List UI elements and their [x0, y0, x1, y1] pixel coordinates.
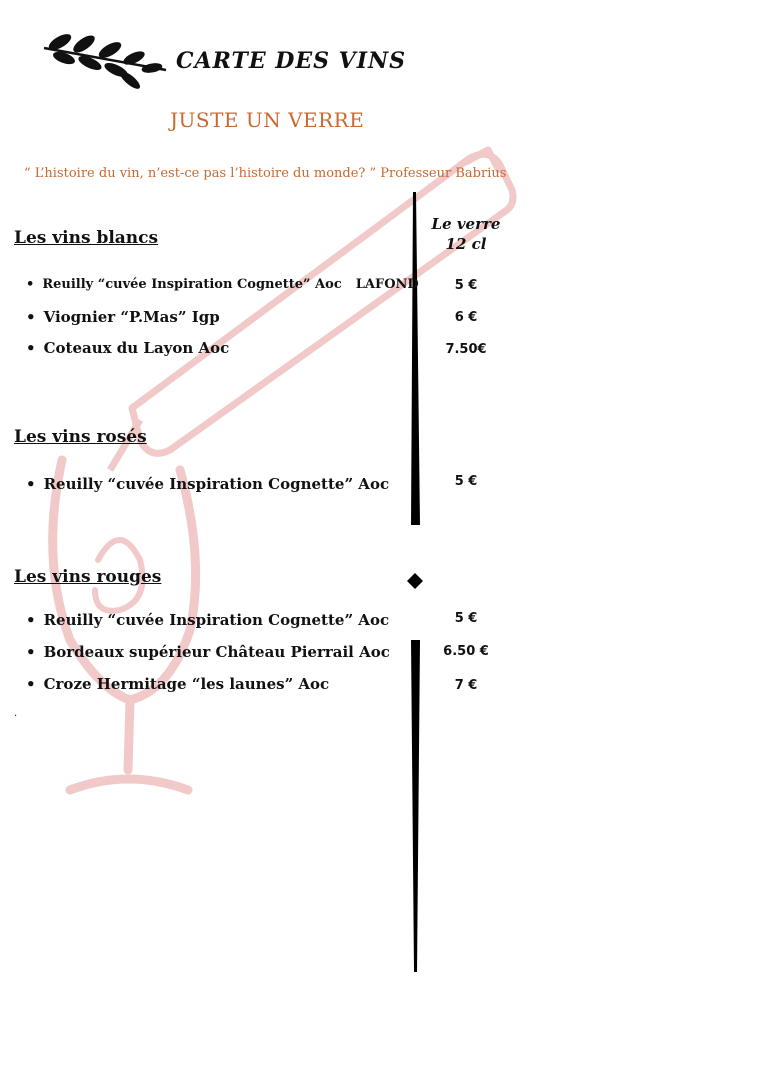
- wine-name: Reuilly “cuvée Inspiration Cognette” Aoc: [43, 475, 390, 493]
- list-item: [26, 339, 229, 357]
- list-item: [26, 308, 220, 326]
- price-column-line2: 12 cl: [445, 235, 487, 253]
- bullet-icon: •: [26, 475, 36, 493]
- list-item: [26, 611, 389, 629]
- price-column-header: [430, 214, 502, 254]
- bullet-icon: •: [26, 643, 36, 661]
- section-title-blancs: Les vins blancs: [14, 228, 159, 248]
- wine-price: 5 €: [454, 611, 478, 626]
- list-item: [26, 643, 390, 661]
- quote-text: “ L’histoire du vin, n’est-ce pas l’histoire du monde? ” Professeur Babrius: [24, 166, 507, 181]
- wine-name: Bordeaux supérieur Château Pierrail Aoc: [43, 643, 390, 661]
- wine-name: Reuilly “cuvée Inspiration Cognette” Aoc: [43, 611, 390, 629]
- olive-branch-icon: [44, 32, 166, 91]
- bullet-icon: •: [26, 308, 36, 326]
- price-column-line1: Le verre: [431, 215, 501, 233]
- bullet-icon: •: [26, 339, 36, 357]
- wine-price: 7 €: [454, 678, 478, 693]
- bullet-icon: •: [26, 675, 36, 693]
- wine-price: 5 €: [454, 474, 478, 489]
- menu-title: CARTE DES VINS: [176, 48, 407, 74]
- stray-mark: .: [14, 708, 18, 719]
- wine-producer: LAFOND: [355, 277, 419, 292]
- wine-price: 7.50€: [445, 342, 487, 357]
- section-title-rouges: Les vins rouges: [14, 567, 162, 587]
- section-title-roses: Les vins rosés: [14, 427, 147, 447]
- bullet-icon: •: [26, 611, 36, 629]
- list-item: [26, 475, 389, 493]
- list-item: [26, 277, 419, 292]
- wine-price: 6.50 €: [443, 644, 489, 659]
- wine-name: Viognier “P.Mas” Igp: [43, 308, 220, 326]
- menu-subtitle: JUSTE UN VERRE: [170, 108, 365, 132]
- diamond-icon: [407, 573, 423, 589]
- wine-name: Coteaux du Layon Aoc: [43, 339, 230, 357]
- wine-price: 6 €: [454, 310, 478, 325]
- wine-name: Reuilly “cuvée Inspiration Cognette” Aoc: [42, 277, 342, 292]
- wine-name: Croze Hermitage “les launes” Aoc: [43, 675, 330, 693]
- bullet-icon: •: [26, 277, 35, 292]
- wine-price: 5 €: [454, 278, 478, 293]
- list-item: [26, 675, 329, 693]
